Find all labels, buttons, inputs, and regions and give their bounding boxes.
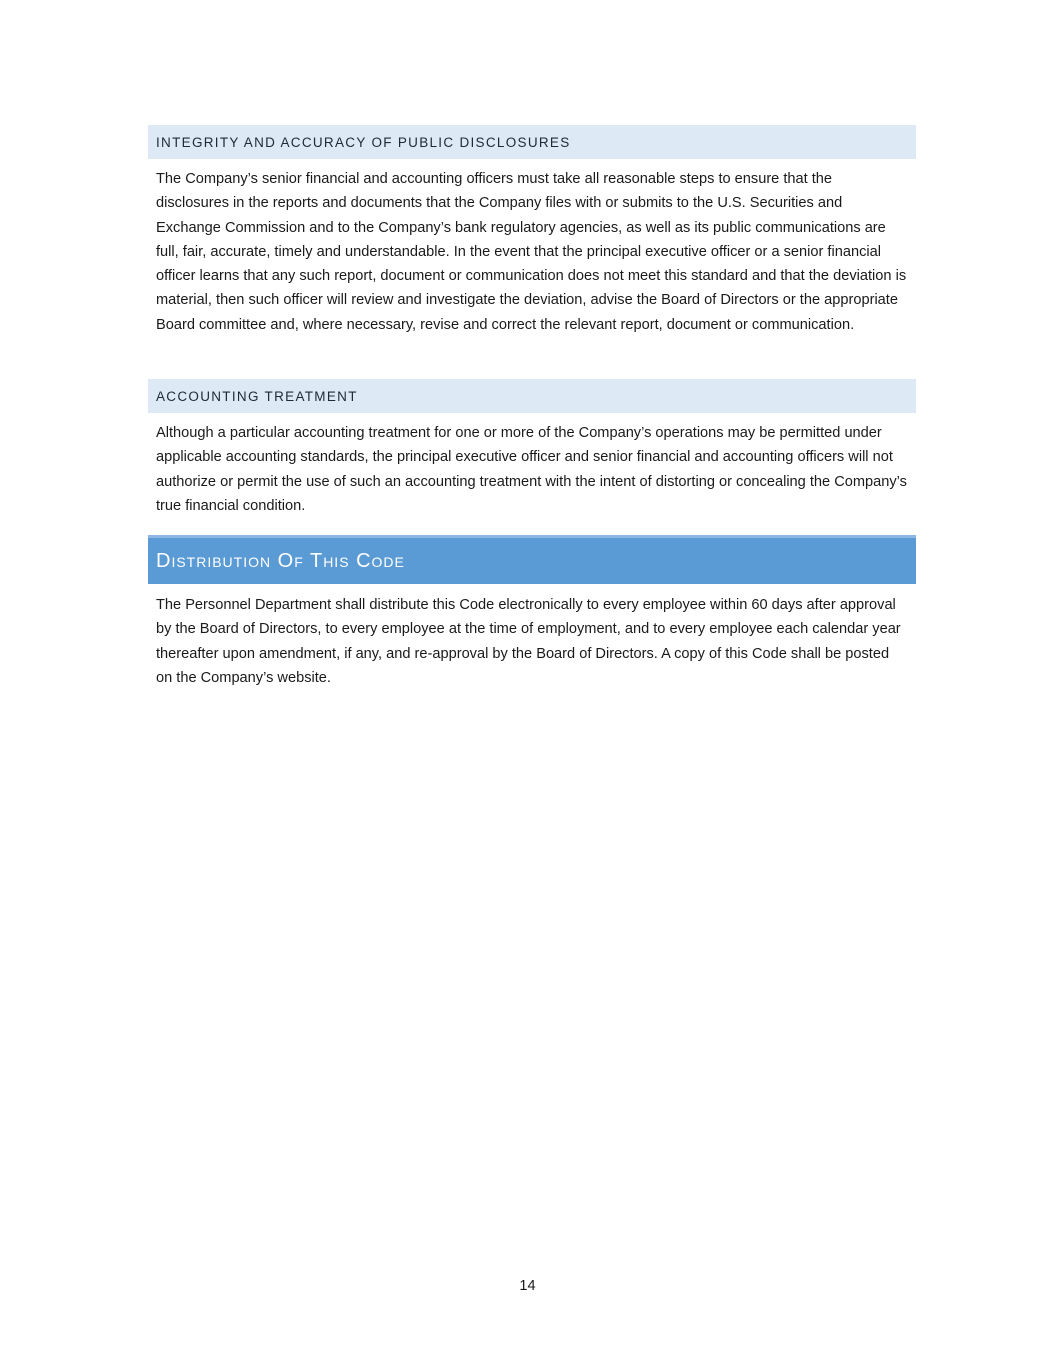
- section-body-integrity: The Company’s senior financial and accounting officers must take all reasonable steps to ensure that the disclosures in the reports and documents that the Company files with or submits to the U.S. Securities and Exchange Commission and to the Company’s bank regulatory agencies, as well as its public communications are full, fair, accurate, timely and understandable. In the event that the principal executive officer or a senior financial officer learns that any such report, document or communication does not meet this standard and that the deviation is material, then such officer will review and investigate the deviation, advise the Board of Directors or the appropriate Board committee and, where necessary, revise and correct the relevant report, document or communication.: [156, 171, 907, 333]
- section-heading-accounting-treatment: ACCOUNTING TREATMENT: [148, 379, 916, 413]
- section-heading-integrity: INTEGRITY AND ACCURACY OF PUBLIC DISCLOSURES: [148, 125, 916, 159]
- page-number: 14: [519, 1278, 536, 1294]
- section-heading-distribution: Distribution Of This Code: [148, 535, 916, 584]
- section-body-distribution: The Personnel Department shall distribute this Code electronically to every employee within 60 days after approval by the Board of Directors, to every employee at the time of employment, and to every employee each calendar year thereafter upon amendment, if any, and re-approval by the Board of Directors. A copy of this Code shall be posted on the Company’s website.: [156, 597, 901, 686]
- section-body-accounting-treatment: Although a particular accounting treatment for one or more of the Company’s operations may be permitted under applicable accounting standards, the principal executive officer and senior financial and accounting officers will not authorize or permit the use of such an accounting treatment with the intent of distorting or concealing the Company’s true financial condition.: [156, 425, 907, 514]
